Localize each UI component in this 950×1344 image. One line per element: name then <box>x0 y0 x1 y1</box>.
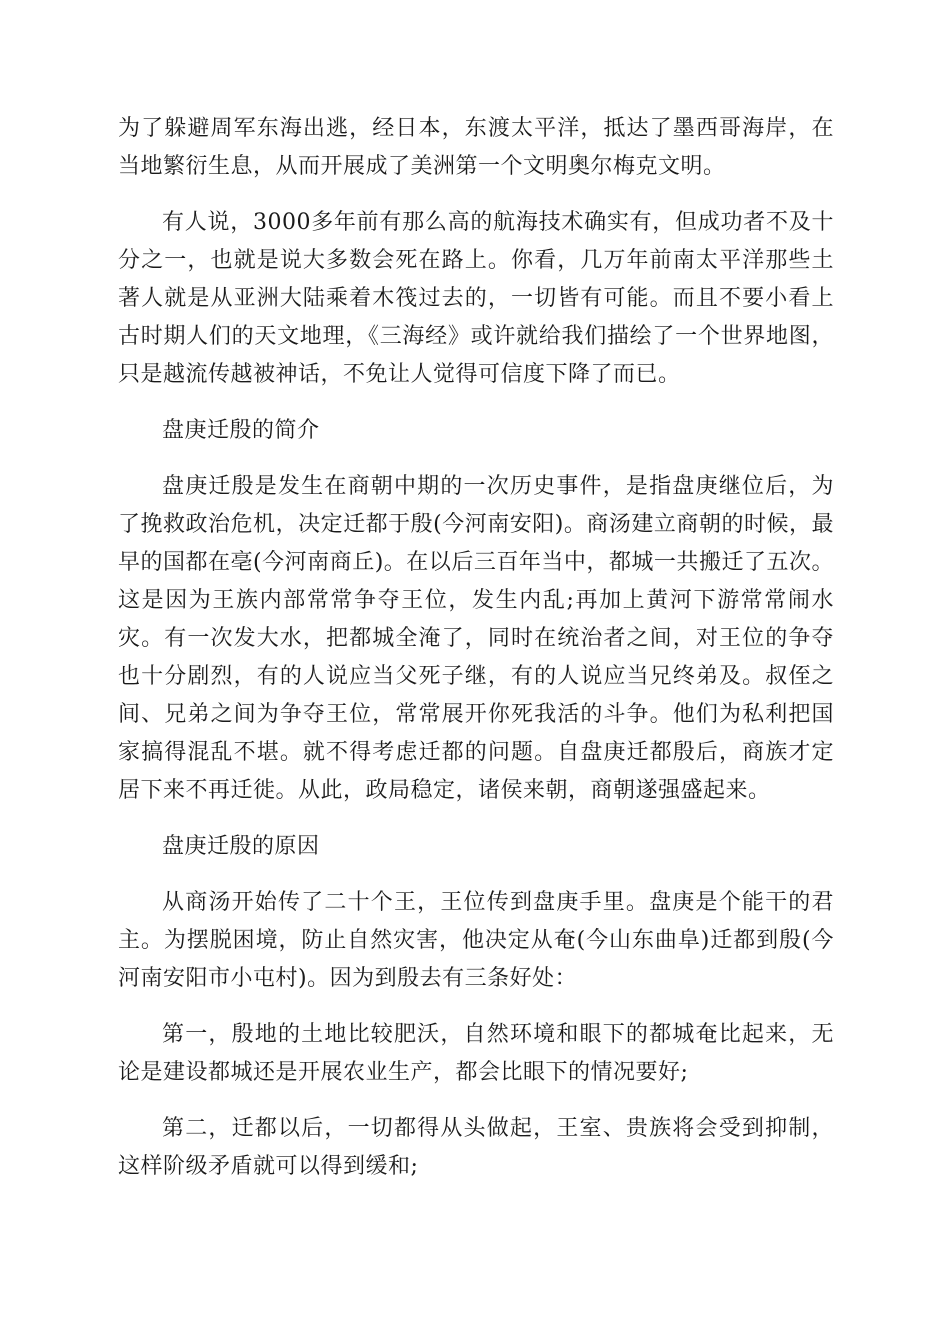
document-page <box>118 110 834 1204</box>
paragraph-reason-two: 第二，迁都以后，一切都得从头做起，王室、贵族将会受到抑制，这样阶级矛盾就可以得到缓和; <box>118 1116 834 1179</box>
section-heading-reasons: 盘庚迁殷的原因 <box>162 834 320 859</box>
paragraph-reasons: 从商汤开始传了二十个王，王位传到盘庚手里。盘庚是个能干的君主。为摆脱困境，防止自然灾害，他决定从奄(今山东曲阜)迁都到殷(今河南安阳市小屯村)。因为到殷去有三条好处： <box>118 890 834 991</box>
paragraph-reason-one: 第一，殷地的土地比较肥沃，自然环境和眼下的都城奄比起来，无论是建设都城还是开展农业生产，都会比眼下的情况要好; <box>118 1022 834 1085</box>
paragraph-navigation-theory: 有人说，3000多年前有那么高的航海技术确实有，但成功者不及十分之一，也就是说大多数会死在路上。你看，几万年前南太平洋那些土著人就是从亚洲大陆乘着木筏过去的，一切皆有可能。而且不要小看上古时期人们的天文地理，《三海经》或许就给我们描绘了一个世界地图，只是越流传越被神话，不免让人觉得可信度下降了而已。 <box>118 210 834 387</box>
section-heading-intro: 盘庚迁殷的简介 <box>162 418 320 443</box>
paragraph-intro: 盘庚迁殷是发生在商朝中期的一次历史事件，是指盘庚继位后，为了挽救政治危机，决定迁都于殷(今河南安阳)。商汤建立商朝的时候，最早的国都在亳(今河南商丘)。在以后三百年当中，都城一共搬迁了五次。这是因为王族内部常常争夺王位，发生内乱;再加上黄河下游常常闹水灾。有一次发大水，把都城全淹了，同时在统治者之间，对王位的争夺也十分剧烈，有的人说应当父死子继，有的人说应当兄终弟及。叔侄之间、兄弟之间为争夺王位，常常展开你死我活的斗争。他们为私利把国家搞得混乱不堪。就不得考虑迁都的问题。自盘庚迁都殷后，商族才定居下来不再迁徙。从此，政局稳定，诸侯来朝，商朝遂强盛起来。 <box>118 474 834 803</box>
paragraph-continuation: 为了躲避周军东海出逃，经日本，东渡太平洋，抵达了墨西哥海岸，在当地繁衍生息，从而开展成了美洲第一个文明奥尔梅克文明。 <box>118 116 834 179</box>
